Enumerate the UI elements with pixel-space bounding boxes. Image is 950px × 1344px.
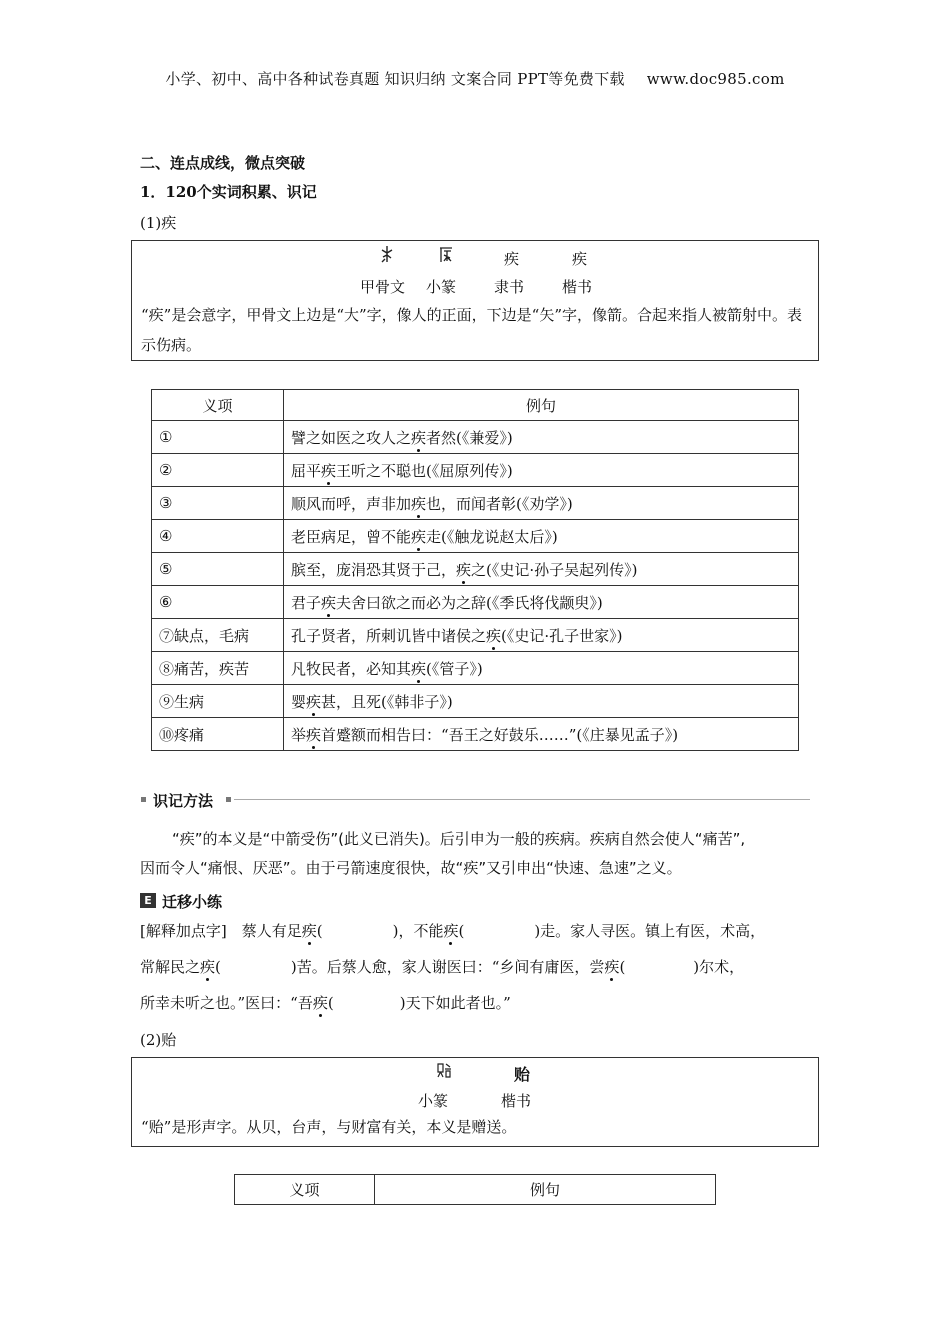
practice-badge-icon: E [140, 893, 156, 908]
column-header-example: 例句 [375, 1175, 716, 1205]
table-row [152, 553, 799, 586]
meaning-cell: ⑩疼痛 [152, 718, 284, 751]
page-header [0, 68, 950, 89]
script-label: 甲骨文 [360, 278, 406, 296]
column-header-meaning: 义项 [152, 390, 284, 421]
example-cell: 譬之如医之攻人之疾者然(《兼爱》) [284, 421, 799, 454]
etymology-box-yi [131, 1057, 819, 1147]
table-header-row [235, 1175, 716, 1205]
seal-script-glyph-icon [436, 1062, 452, 1081]
meaning-table-yi [234, 1174, 716, 1205]
script-label: 小篆 [418, 1092, 449, 1110]
example-cell: 屈平疾王听之不聪也(《屈原列传》) [284, 454, 799, 487]
key-character: 疾 [312, 994, 328, 1012]
key-character: 疾 [306, 725, 322, 744]
method-line-2: 因而令人“痛恨、厌恶”。由于弓箭速度很快，故“疾”又引申出“快速、急速”之义。 [140, 859, 682, 877]
meaning-cell: ① [152, 421, 284, 454]
example-cell: 凡牧民者，必知其疾(《管子》) [284, 652, 799, 685]
table-row [152, 685, 799, 718]
table-header-row [152, 390, 799, 421]
key-character: 疾 [200, 958, 216, 976]
key-character: 疾 [301, 922, 317, 940]
meaning-cell: ④ [152, 520, 284, 553]
meaning-cell: ③ [152, 487, 284, 520]
regular-script-glyph: 疾 [572, 250, 588, 268]
key-character: 疾 [411, 527, 427, 546]
section-title: 二、连点成线，微点突破 [140, 154, 306, 172]
script-label: 楷书 [562, 278, 593, 296]
key-character: 疾 [411, 428, 427, 447]
meaning-cell: ② [152, 454, 284, 487]
example-cell: 顺风而呼，声非加疾也，而闻者彰(《劝学》) [284, 487, 799, 520]
table-row [152, 520, 799, 553]
script-label: 小篆 [426, 278, 457, 296]
header-url[interactable]: www.doc985.com [646, 70, 785, 88]
example-cell: 老臣病足，曾不能疾走(《触龙说赵太后》) [284, 520, 799, 553]
subsection-title: 1．120个实词积累、识记 [140, 183, 317, 201]
example-cell: 膑至，庞涓恐其贤于己，疾之(《史记·孙子吴起列传》) [284, 553, 799, 586]
table-row [152, 718, 799, 751]
table-row [152, 487, 799, 520]
key-character: 疾 [321, 593, 337, 612]
practice-line-3: 所幸未听之也。”医曰：“吾疾( )天下如此者也。” [140, 994, 511, 1012]
clerical-script-glyph: 疾 [504, 250, 520, 268]
example-cell: 婴疾甚，且死(《韩非子》) [284, 685, 799, 718]
key-character: 疾 [604, 958, 620, 976]
table-row [152, 586, 799, 619]
header-text: 小学、初中、高中各种试卷真题 知识归纳 文案合同 PPT等免费下载 [165, 70, 625, 88]
key-character: 疾 [443, 922, 459, 940]
practice-line-1: [解释加点字] 蔡人有足疾( )，不能疾( )走。家人寻医。镇上有医，术高， [140, 922, 766, 940]
entry-heading-yi: (2)贻 [140, 1031, 177, 1049]
section-marker-icon [141, 797, 146, 802]
practice-title: 迁移小练 [162, 893, 223, 911]
section-marker-icon [226, 797, 231, 802]
table-row [152, 619, 799, 652]
practice-line-2: 常解民之疾( )苦。后蔡人愈，家人谢医曰：“乡间有庸医，尝疾( )尔术， [140, 958, 745, 976]
script-label: 隶书 [494, 278, 525, 296]
meaning-cell: ⑨生病 [152, 685, 284, 718]
example-cell: 君子疾夫舍曰欲之而必为之辞(《季氏将伐颛臾》) [284, 586, 799, 619]
table-row [152, 421, 799, 454]
key-character: 疾 [456, 560, 472, 579]
example-cell: 孔子贤者，所刺讥皆中诸侯之疾(《史记·孔子世家》) [284, 619, 799, 652]
meaning-cell: ⑧痛苦，疾苦 [152, 652, 284, 685]
etymology-box-ji [131, 240, 819, 361]
key-character: 疾 [486, 626, 502, 645]
regular-script-glyph: 贻 [514, 1065, 531, 1084]
column-header-meaning: 义项 [235, 1175, 375, 1205]
key-character: 疾 [306, 692, 322, 711]
oracle-bone-glyph-icon [379, 245, 395, 264]
meaning-cell: ⑥ [152, 586, 284, 619]
entry-heading-ji: (1)疾 [140, 214, 177, 232]
example-cell: 举疾首蹙额而相告曰：“吾王之好鼓乐……”(《庄暴见孟子》) [284, 718, 799, 751]
column-header-example: 例句 [284, 390, 799, 421]
key-character: 疾 [411, 659, 427, 678]
key-character: 疾 [321, 461, 337, 480]
method-title: 识记方法 [153, 792, 214, 810]
meaning-table-ji [151, 389, 799, 751]
meaning-cell: ⑤ [152, 553, 284, 586]
key-character: 疾 [411, 494, 427, 513]
etymology-description: “疾”是会意字，甲骨文上边是“大”字，像人的正面，下边是“矢”字，像箭。合起来指人被箭射中。表示伤病。 [141, 306, 803, 354]
seal-script-glyph-icon [438, 245, 454, 264]
script-label: 楷书 [501, 1092, 532, 1110]
table-row [152, 652, 799, 685]
method-line-1: “疾”的本义是“中箭受伤”(此义已消失)。后引申为一般的疾病。疾病自然会使人“痛苦”, [172, 830, 746, 848]
divider [234, 799, 810, 800]
meaning-cell: ⑦缺点，毛病 [152, 619, 284, 652]
table-row [152, 454, 799, 487]
etymology-description: “贻”是形声字。从贝，台声，与财富有关，本义是赠送。 [141, 1118, 517, 1136]
